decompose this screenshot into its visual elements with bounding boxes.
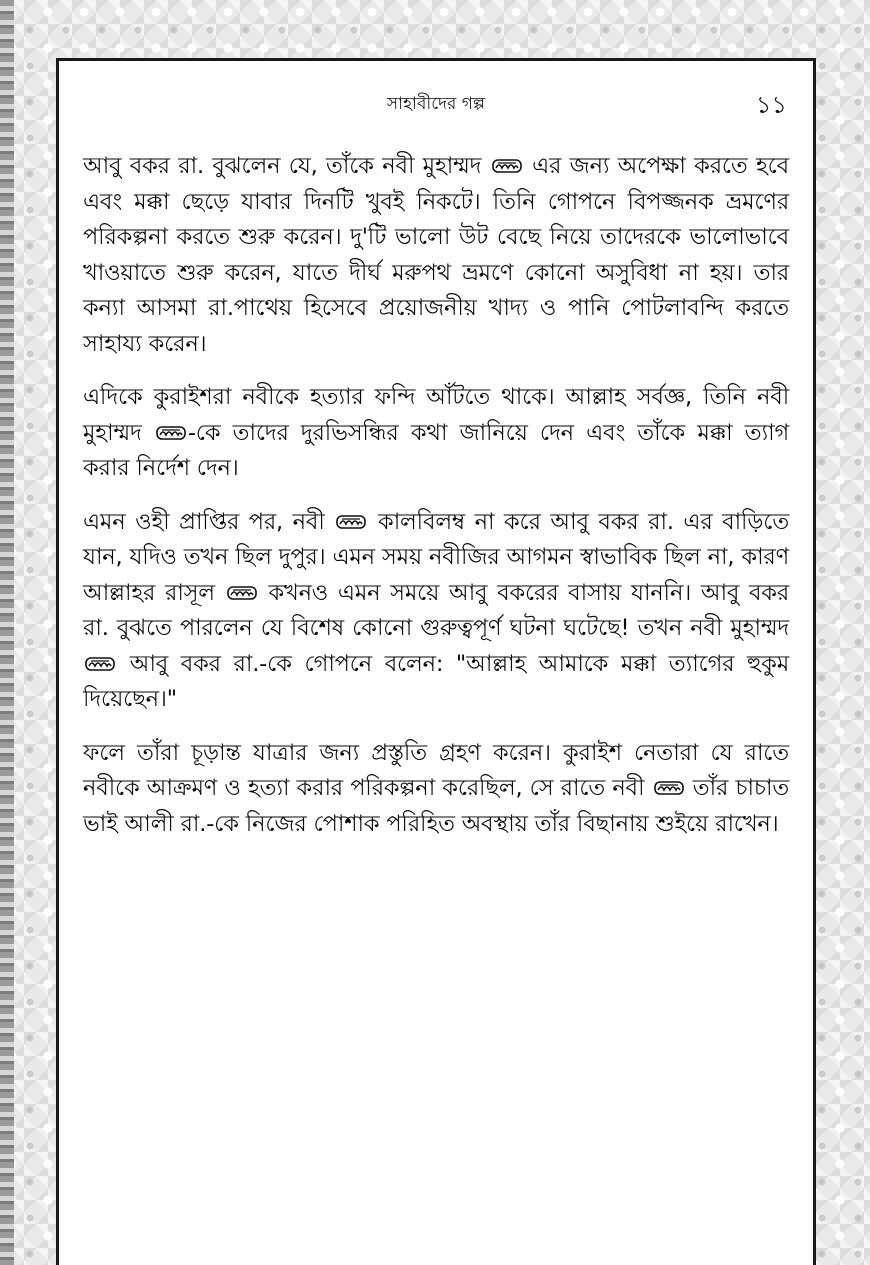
paragraph-1: [83, 149, 789, 362]
paragraph-text: ফলে তাঁরা চূড়ান্ত যাত্রার জন্য প্রস্তুতি গ্রহণ করেন। কুরাইশ নেতারা যে রাতে নবীকে আক্রমণ ও হত্যা করার পরিকল্পনা করেছিল, সে রাতে নবী: [83, 739, 789, 801]
paragraph-text: আবু বকর রা. বুঝলেন যে, তাঁকে নবী মুহাম্মদ: [83, 153, 482, 179]
page-number: ১১: [755, 91, 787, 119]
paragraph-text: কখনও এমন সময়ে আবু বকরের বাসায় যাননি। আবু বকর রা. বুঝতে পারলেন যে বিশেষ কোনো গুরুত্বপূর্ণ ঘটনা ঘটেছে! তখন নবী মুহাম্মদ: [83, 579, 790, 641]
paragraph-text: তাঁর চাচাত ভাই আলী রা.-কে নিজের পোশাক পরিহিত অবস্থায় তাঁর বিছানায় শুইয়ে রাখেন।: [83, 775, 790, 837]
paragraph-text: আবু বকর রা.-কে গোপনে বলেন: "আল্লাহ আমাকে মক্কা ত্যাগের হুকুম দিয়েছেন।": [83, 650, 789, 712]
paragraph-4: [83, 736, 789, 843]
salawat-calligraphy-icon: [156, 423, 186, 443]
running-header: [59, 85, 813, 125]
paragraph-text: এমন ওহী প্রাপ্তির পর, নবী: [83, 508, 325, 535]
paragraph-text: এর জন্য অপেক্ষা করতে হবে এবং মক্কা ছেড়ে যাবার দিনটি খুবই নিকটে। তিনি গোপনে বিপজ্জনক ভ্রমণের পরিকল্পনা করতে শুরু করেন। দু'টি ভালো উট বেছে নিয়ে তাদেরকে ভালোভাবে খাওয়াতে শুরু করেন, যাতে দীর্ঘ মরুপথ ভ্রমণে কোনো অসুবিধা না হয়। তার কন্যা আসমা রা.পাথেয় হিসেবে প্রয়োজনীয় খাদ্য ও পানি পোটলাবন্দি করতে সাহায্য করেন।: [83, 153, 790, 357]
paragraph-3: [83, 505, 789, 718]
salawat-calligraphy-icon: [654, 778, 684, 798]
page-binding-edge: [0, 0, 14, 1265]
page-frame: [56, 58, 816, 1265]
salawat-calligraphy-icon: [85, 654, 115, 674]
salawat-calligraphy-icon: [492, 156, 522, 176]
salawat-calligraphy-icon: [336, 512, 366, 532]
book-title: সাহাবীদের গল্প: [386, 94, 486, 114]
salawat-calligraphy-icon: [227, 583, 257, 603]
paragraph-2: [83, 380, 789, 487]
page-body: [83, 149, 789, 860]
paragraph-text: কালবিলম্ব না করে আবু বকর রা. এর বাড়িতে যান, যদিও তখন ছিল দুপুর। এমন সময় নবীজির আগমন স্বাভাবিক ছিল না, কারণ আল্লাহর রাসূল: [83, 508, 790, 606]
paragraph-text: -কে তাদের দুরভিসন্ধির কথা জানিয়ে দেন এবং তাঁকে মক্কা ত্যাগ করার নির্দেশ দেন।: [83, 419, 790, 481]
paragraph-text: এদিকে কুরাইশরা নবীকে হত্যার ফন্দি আঁটতে থাকে। আল্লাহ সর্বজ্ঞ, তিনি নবী মুহাম্মদ: [83, 384, 789, 446]
